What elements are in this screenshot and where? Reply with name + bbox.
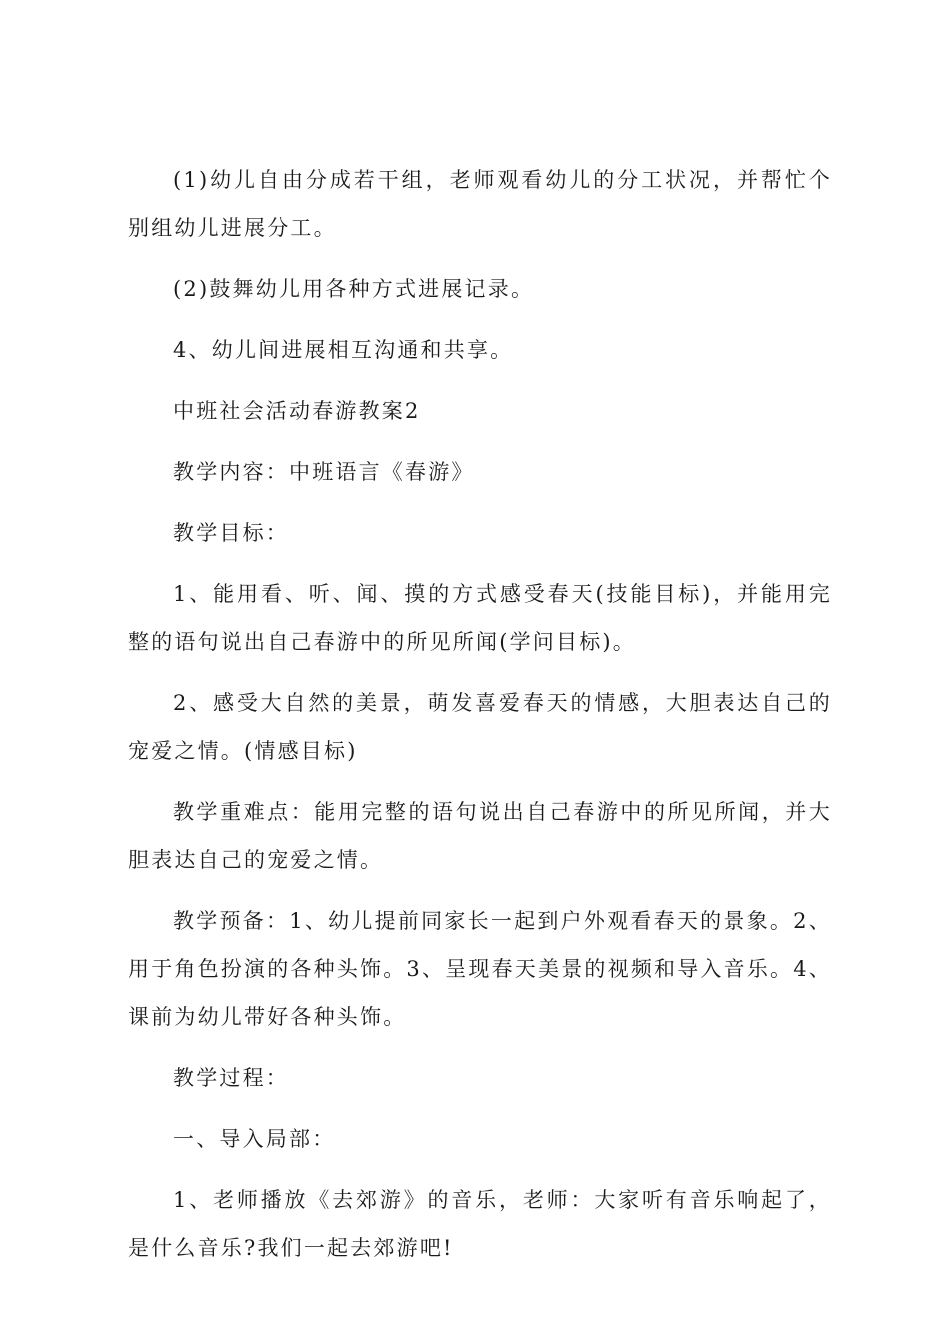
paragraph-grouping-step: (1)幼儿自由分成若干组，老师观看幼儿的分工状况，并帮忙个别组幼儿进展分工。 — [128, 168, 832, 240]
heading-introduction: 一、导入局部： — [173, 1127, 336, 1151]
paragraph-goal-2: 2、感受大自然的美景，萌发喜爱春天的情感，大胆表达自己的宠爱之情。(情感目标) — [128, 691, 832, 763]
document-body — [128, 156, 832, 1285]
paragraph-preparation: 教学预备：1、幼儿提前同家长一起到户外观看春天的景象。2、用于角色扮演的各种头饰。3、呈现春天美景的视频和导入音乐。4、课前为幼儿带好各种头饰。 — [128, 909, 832, 1029]
paragraph-recording-step: (2)鼓舞幼儿用各种方式进展记录。 — [173, 277, 535, 301]
heading-teaching-goals: 教学目标： — [173, 521, 289, 545]
paragraph-introduction-step-1: 1、老师播放《去郊游》的音乐，老师：大家听有音乐响起了，是什么音乐?我们一起去郊游吧! — [128, 1188, 832, 1260]
heading-teaching-process: 教学过程： — [173, 1066, 289, 1090]
paragraph-teaching-content: 教学内容：中班语言《春游》 — [173, 460, 475, 484]
paragraph-key-points: 教学重难点：能用完整的语句说出自己春游中的所见所闻，并大胆表达自己的宠爱之情。 — [128, 800, 832, 872]
section-title: 中班社会活动春游教案2 — [173, 399, 421, 423]
paragraph-sharing-step: 4、幼儿间进展相互沟通和共享。 — [173, 338, 514, 362]
paragraph-goal-1: 1、能用看、听、闻、摸的方式感受春天(技能目标)，并能用完整的语句说出自己春游中的所见所闻(学问目标)。 — [128, 582, 832, 654]
